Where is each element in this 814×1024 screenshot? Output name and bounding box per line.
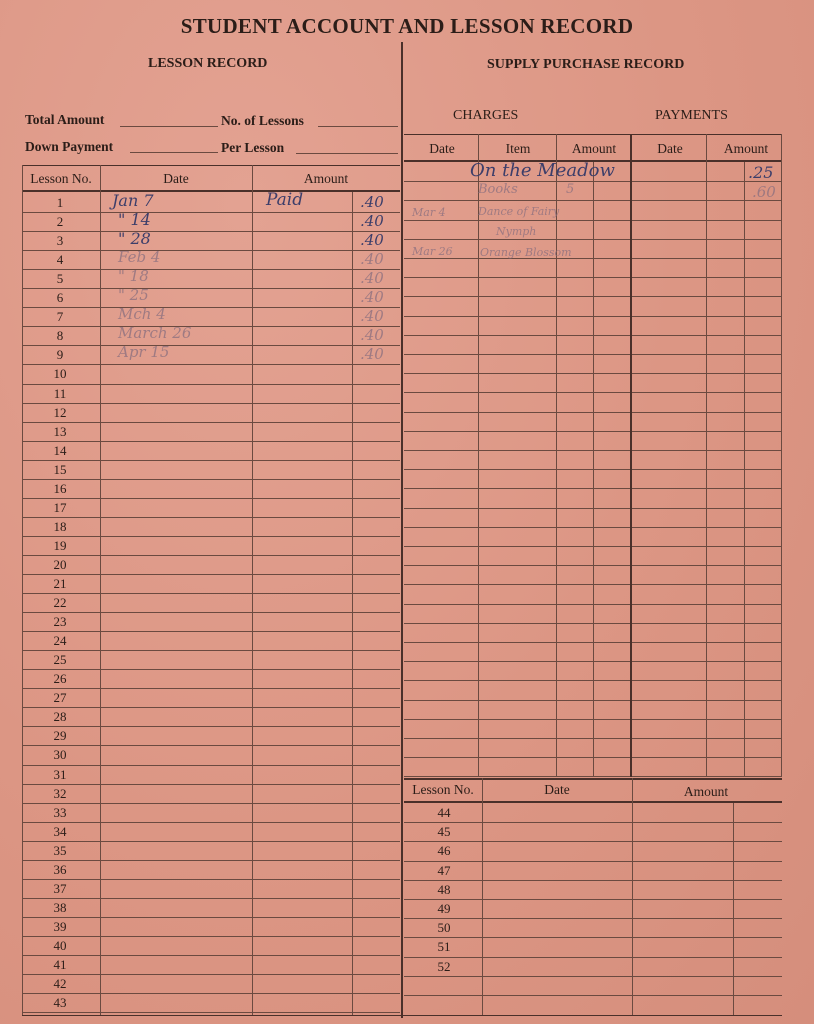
lesson-number: 10	[53, 366, 67, 381]
lower-row-rule	[404, 899, 782, 900]
lower-lesson-number: 49	[437, 901, 451, 916]
down-payment-field	[130, 152, 218, 153]
lesson-row-rule	[22, 479, 400, 480]
supply-col-line-7	[781, 134, 782, 777]
lesson-col-line-1	[22, 165, 23, 1015]
supply-date-3: Mar 4	[412, 206, 446, 219]
lesson-row-rule	[22, 726, 400, 727]
lesson-row-rule	[22, 974, 400, 975]
lesson-number: 37	[53, 881, 67, 896]
lesson-number: 31	[53, 767, 67, 782]
lesson-date: " 25	[118, 286, 149, 304]
lesson-amount: .40	[360, 288, 384, 306]
lesson-row-rule	[22, 822, 400, 823]
per-lesson-label: Per Lesson	[221, 140, 285, 155]
lesson-number: 42	[53, 976, 67, 991]
lesson-row-rule	[22, 555, 400, 556]
lesson-number: 11	[53, 386, 67, 401]
lesson-date: March 26	[118, 324, 192, 342]
lesson-number: 12	[53, 405, 67, 420]
lower-lesson-number: 47	[437, 863, 451, 878]
lesson-number: 36	[53, 862, 67, 877]
lower-col-lesson-no: Lesson No.	[412, 782, 474, 797]
lesson-number: 8	[56, 328, 64, 343]
lower-lesson-number: 48	[437, 882, 451, 897]
lower-row-rule	[404, 880, 782, 881]
lesson-row-rule	[22, 384, 400, 385]
lesson-number: 14	[53, 443, 67, 458]
lesson-date: Jan 7	[112, 191, 154, 210]
lesson-row-rule	[22, 231, 400, 232]
supply-item-5: Orange Blossom	[480, 246, 572, 259]
lesson-row-rule	[22, 917, 400, 918]
lesson-row-rule	[22, 364, 400, 365]
lesson-number: 21	[53, 576, 67, 591]
lower-lesson-number: 44	[437, 805, 451, 820]
lesson-number: 2	[56, 214, 64, 229]
lesson-row-rule	[22, 898, 400, 899]
lesson-number: 38	[53, 900, 67, 915]
lesson-number: 34	[53, 824, 67, 839]
lesson-row-rule	[22, 936, 400, 937]
payments-col-date: Date	[657, 141, 683, 156]
lower-row-rule	[404, 841, 782, 842]
lower-table-header-rule	[404, 801, 782, 803]
lesson-number: 22	[53, 595, 67, 610]
lesson-amount: .40	[360, 307, 384, 325]
lesson-col-line-4	[352, 192, 353, 1015]
lesson-row-rule	[22, 250, 400, 251]
lesson-col-line-2	[100, 165, 101, 1015]
per-lesson-field	[296, 153, 398, 154]
lesson-row-rule	[22, 517, 400, 518]
page-title: STUDENT ACCOUNT AND LESSON RECORD	[180, 14, 634, 38]
supply-record-heading: SUPPLY PURCHASE RECORD	[487, 57, 685, 72]
lower-row-rule	[404, 822, 782, 823]
lesson-number: 24	[53, 633, 67, 648]
lesson-row-rule	[22, 212, 400, 213]
lesson-number: 40	[53, 938, 67, 953]
lesson-number: 32	[53, 786, 67, 801]
total-amount-field	[120, 126, 218, 127]
lesson-row-rule	[22, 688, 400, 689]
lesson-number: 39	[53, 919, 67, 934]
lesson-date: " 14	[118, 210, 151, 229]
lesson-amount: .40	[360, 250, 384, 268]
lesson-row-rule	[22, 326, 400, 327]
lesson-row-rule	[22, 803, 400, 804]
down-payment-label: Down Payment	[25, 139, 114, 154]
lesson-amount: .40	[360, 269, 384, 287]
lesson-row-rule	[22, 631, 400, 632]
payment-amount-2: .60	[752, 183, 776, 201]
lesson-row-rule	[22, 269, 400, 270]
lesson-number: 9	[56, 347, 64, 362]
lesson-number: 6	[56, 290, 64, 305]
lesson-row-rule	[22, 574, 400, 575]
lesson-number: 3	[56, 233, 64, 248]
no-of-lessons-field	[318, 126, 398, 127]
lesson-number: 15	[53, 462, 67, 477]
lesson-number: 17	[53, 500, 67, 515]
charges-label: CHARGES	[453, 108, 519, 123]
lower-row-rule	[404, 976, 782, 977]
supply-table-top	[404, 134, 782, 135]
lower-row-rule	[404, 957, 782, 958]
no-of-lessons-label: No. of Lessons	[221, 113, 304, 128]
lesson-amount: .40	[360, 193, 384, 211]
lesson-row-rule	[22, 879, 400, 880]
lesson-number: 5	[56, 271, 64, 286]
lesson-row-rule	[22, 441, 400, 442]
lesson-row-rule	[22, 307, 400, 308]
lesson-paid: Paid	[266, 190, 304, 210]
supply-col-line-4	[630, 134, 632, 777]
lesson-number: 18	[53, 519, 67, 534]
supply-col-line-2	[556, 134, 557, 777]
lesson-date: " 28	[118, 229, 151, 248]
lesson-number: 20	[53, 557, 67, 572]
lower-row-rule	[404, 995, 782, 996]
col-lesson-no: Lesson No.	[30, 171, 92, 186]
lesson-number: 16	[53, 481, 67, 496]
lesson-number: 33	[53, 805, 67, 820]
lower-col-line-2	[632, 778, 633, 1015]
lesson-date: " 18	[118, 267, 149, 285]
lower-lesson-number: 51	[437, 939, 451, 954]
lower-lesson-number: 50	[437, 920, 451, 935]
lesson-row-rule	[22, 707, 400, 708]
lower-row-rule	[404, 937, 782, 938]
supply-amount-2: 5	[566, 182, 575, 197]
lesson-number: 30	[53, 747, 67, 762]
lesson-row-rule	[22, 669, 400, 670]
center-divider	[401, 42, 403, 1018]
supply-item-1: On the Meadow	[470, 160, 615, 181]
supply-col-amount: Amount	[571, 141, 617, 156]
lesson-number: 25	[53, 652, 67, 667]
lesson-row-rule	[22, 955, 400, 956]
lesson-row-rule	[22, 1012, 400, 1013]
col-amount: Amount	[303, 171, 349, 186]
lesson-number: 1	[56, 195, 64, 210]
lower-col-amount: Amount	[683, 784, 729, 799]
lesson-date: Apr 15	[118, 343, 170, 361]
lesson-row-rule	[22, 993, 400, 994]
lesson-amount: .40	[360, 212, 384, 230]
lesson-row-rule	[22, 745, 400, 746]
lesson-number: 35	[53, 843, 67, 858]
lesson-date: Feb 4	[118, 248, 161, 266]
lower-lesson-number: 45	[437, 824, 451, 839]
lesson-row-rule	[22, 345, 400, 346]
lesson-number: 28	[53, 709, 67, 724]
lower-col-line-1	[482, 778, 483, 1015]
lower-col-line-3	[733, 803, 734, 1015]
lesson-table-header-rule	[22, 190, 400, 192]
lesson-number: 7	[56, 309, 64, 324]
lower-table-top	[404, 778, 782, 780]
supply-item-4: Nymph	[496, 225, 537, 238]
total-amount-label: Total Amount	[25, 112, 105, 127]
lesson-number: 13	[53, 424, 67, 439]
lesson-row-rule	[22, 403, 400, 404]
lesson-number: 19	[53, 538, 67, 553]
lesson-number: 26	[53, 671, 67, 686]
supply-col-item: Item	[505, 141, 531, 156]
supply-item-3: Dance of Fairy	[478, 205, 560, 218]
bottom-rule	[22, 1015, 782, 1016]
supply-col-line-3	[593, 162, 594, 777]
supply-col-line-5	[706, 134, 707, 777]
lesson-row-rule	[22, 650, 400, 651]
lesson-number: 23	[53, 614, 67, 629]
lesson-number: 43	[53, 995, 67, 1010]
lesson-row-rule	[22, 860, 400, 861]
lesson-number: 27	[53, 690, 67, 705]
lesson-row-rule	[22, 612, 400, 613]
supply-date-5: Mar 26	[412, 245, 453, 258]
lesson-row-rule	[22, 536, 400, 537]
payments-col-amount: Amount	[723, 141, 769, 156]
payment-amount-1: .25	[748, 163, 774, 182]
lesson-row-rule	[22, 593, 400, 594]
lower-row-rule	[404, 861, 782, 862]
lesson-col-line-3	[252, 165, 253, 1015]
lesson-row-rule	[22, 498, 400, 499]
lesson-row-rule	[22, 422, 400, 423]
lesson-row-rule	[22, 765, 400, 766]
lower-lesson-number: 46	[437, 843, 451, 858]
lesson-record-heading: LESSON RECORD	[148, 56, 268, 71]
lower-col-date: Date	[544, 782, 570, 797]
lesson-amount: .40	[360, 345, 384, 363]
lesson-number: 29	[53, 728, 67, 743]
lesson-row-rule	[22, 288, 400, 289]
payments-label: PAYMENTS	[655, 108, 728, 123]
supply-col-line-6	[744, 162, 745, 777]
col-date: Date	[163, 171, 189, 186]
supply-col-date: Date	[429, 141, 455, 156]
lower-lesson-number: 52	[437, 959, 451, 974]
lesson-row-rule	[22, 460, 400, 461]
lesson-table-top	[22, 165, 400, 166]
lesson-number: 41	[53, 957, 67, 972]
lesson-row-rule	[22, 841, 400, 842]
lesson-amount: .40	[360, 326, 384, 344]
lower-row-rule	[404, 918, 782, 919]
lesson-amount: .40	[360, 231, 384, 249]
lesson-row-rule	[22, 784, 400, 785]
supply-item-2: Books	[478, 182, 518, 197]
lesson-date: Mch 4	[118, 305, 166, 323]
lesson-number: 4	[56, 252, 64, 267]
supply-col-line-1	[478, 134, 479, 777]
